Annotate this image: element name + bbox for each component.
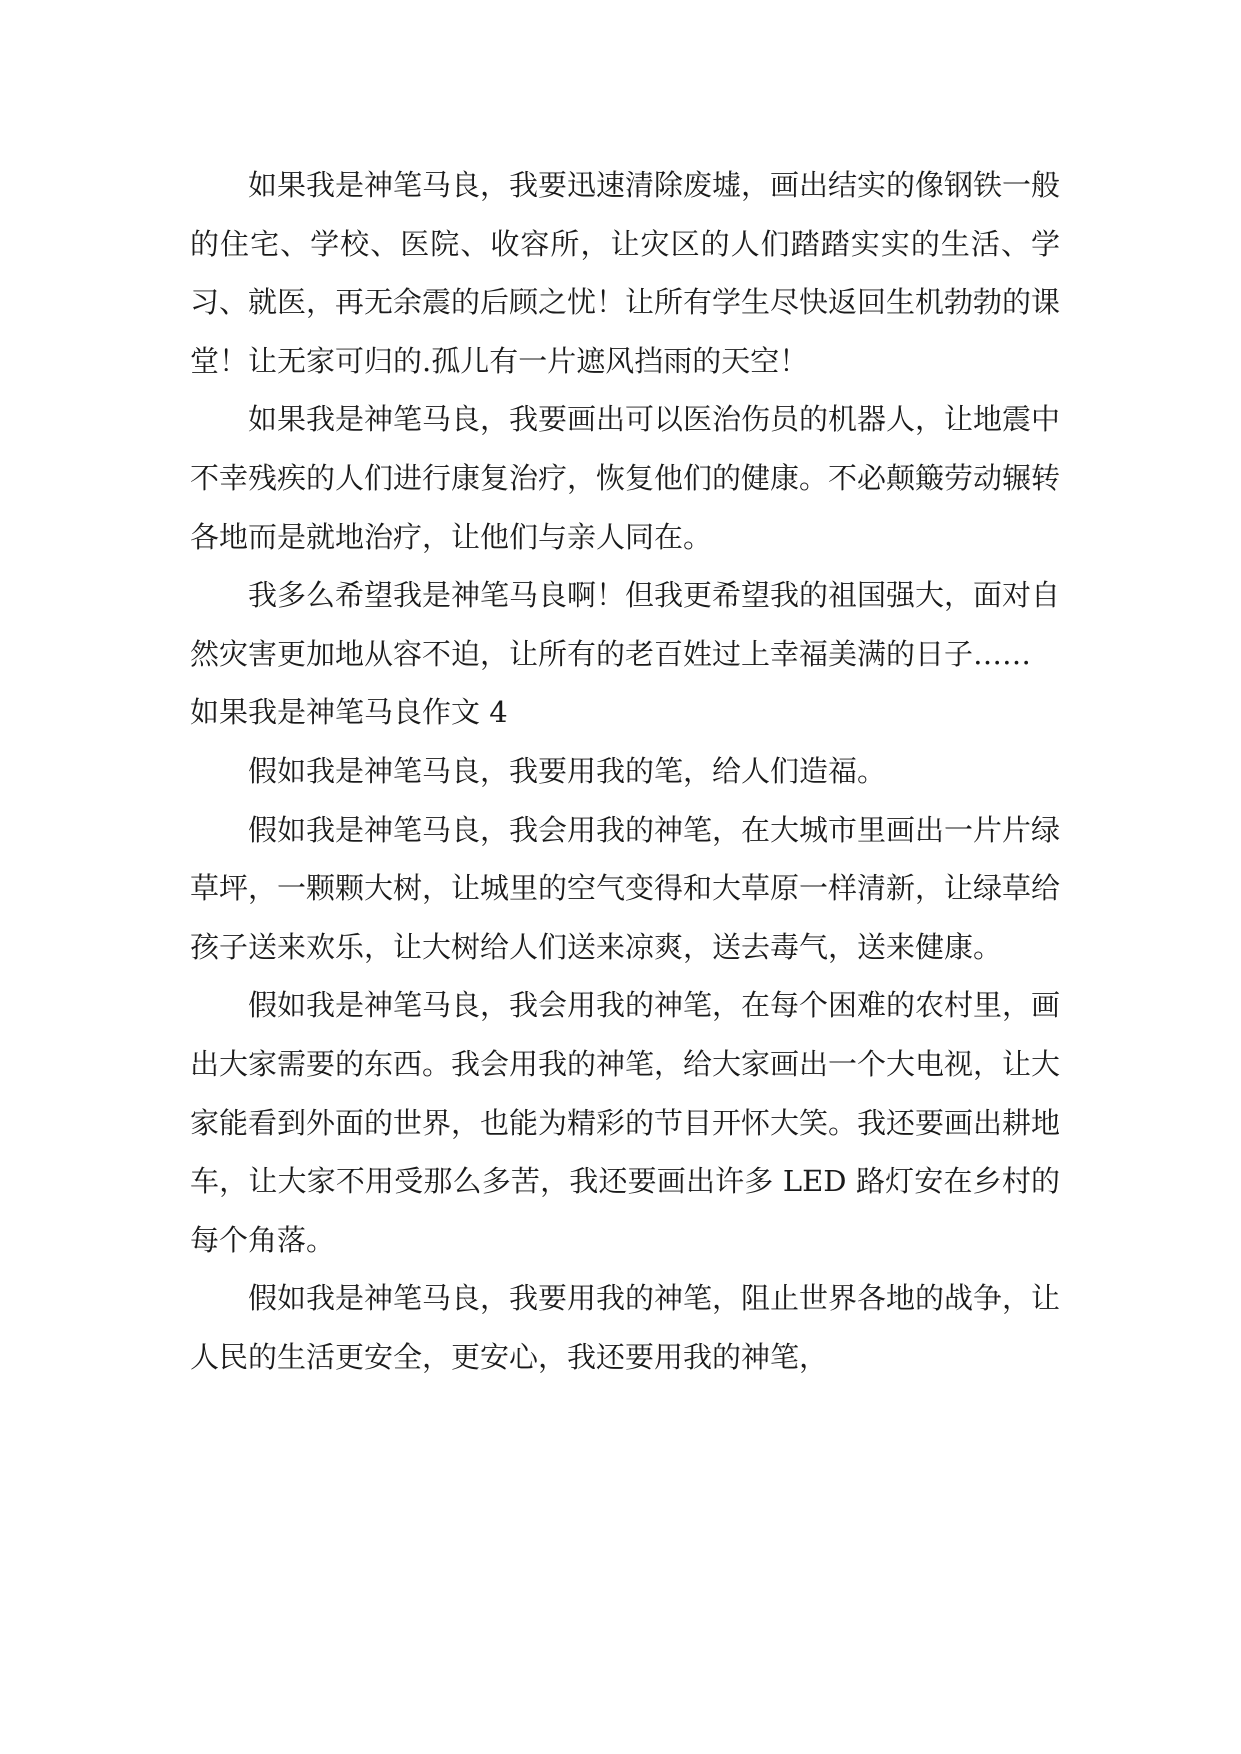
paragraph-stop-wars: 假如我是神笔马良，我要用我的神笔，阻止世界各地的战争，让人民的生活更安全，更安心，我还要用我的神笔，	[190, 1281, 1061, 1374]
paragraph-green-city: 假如我是神笔马良，我会用我的神笔，在大城市里画出一片片绿草坪，一颗颗大树，让城里的空气变得和大草原一样清新，让绿草给孩子送来欢乐，让大树给人们送来凉爽，送去毒气，送来健康。	[190, 812, 1061, 964]
document-page	[190, 156, 1060, 1386]
paragraph-healing-robot: 如果我是神笔马良，我要画出可以医治伤员的机器人，让地震中不幸残疾的人们进行康复治疗，恢复他们的健康。不必颠簸劳动辗转各地而是就地治疗，让他们与亲人同在。	[190, 402, 1061, 554]
paragraph-rebuild-disaster-area: 如果我是神笔马良，我要迅速清除废墟，画出结实的像钢铁一般的住宅、学校、医院、收容所，让灾区的人们踏踏实实的生活、学习、就医，再无余震的后顾之忧！让所有学生尽快返回生机勃勃的课堂！让无家可归的.孤儿有一片遮风挡雨的天空！	[190, 168, 1061, 378]
essay-heading: 如果我是神笔马良作文 4	[190, 695, 508, 730]
paragraph-hope-for-country: 我多么希望我是神笔马良啊！但我更希望我的祖国强大，面对自然灾害更加地从容不迫，让所有的老百姓过上幸福美满的日子……	[190, 578, 1061, 671]
paragraph-bless-people: 假如我是神笔马良，我要用我的笔，给人们造福。	[248, 753, 887, 788]
paragraph-help-villages: 假如我是神笔马良，我会用我的神笔，在每个困难的农村里，画出大家需要的东西。我会用我的神笔，给大家画出一个大电视，让大家能看到外面的世界，也能为精彩的节目开怀大笑。我还要画出耕地车，让大家不用受那么多苦，我还要画出许多 LED 路灯安在乡村的每个角落。	[190, 988, 1061, 1257]
